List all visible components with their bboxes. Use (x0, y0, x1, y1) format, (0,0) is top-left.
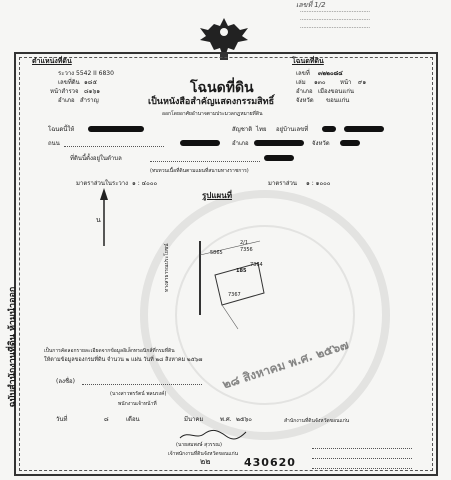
redacted-province (340, 140, 360, 146)
serial-note: เลขที่ 1/2 (296, 1, 326, 9)
office-label: สำนักงานที่ดินจังหวัดขอนแก่น (284, 418, 350, 424)
right-district-label: อำเภอ (296, 88, 313, 95)
bottom-right-line-3 (312, 468, 412, 469)
survey-page-value: ๘๑๖๑ (84, 88, 101, 95)
page-value: ๙๑ (358, 79, 367, 86)
document-subtitle-2: ออกโดยอาศัยอำนาจตามประมวลกฎหมายที่ดิน (162, 111, 263, 117)
map-label-b: 7356 (240, 247, 253, 253)
bottom-right-line-1 (312, 448, 412, 449)
document-subtitle: เป็นหนังสือสำคัญแสดงกรรมสิทธิ์ (148, 97, 275, 107)
redacted-district (254, 140, 304, 146)
redacted-land-location (264, 155, 294, 161)
address-label: อยู่บ้านเลขที่ (276, 126, 309, 133)
page-label: หน้า (340, 79, 352, 86)
map-sheet-label: ระวาง (58, 70, 75, 77)
right-box-title: โฉนดที่ดิน (292, 57, 324, 65)
left-box-title: ตำแหน่งที่ดิน (32, 57, 72, 65)
district-line-label: อำเภอ (232, 140, 249, 147)
scale-value-1: ๑ : ๔๐๐๐ (132, 180, 158, 187)
official-signature (178, 428, 248, 442)
book-value: ๑๓๐ (314, 79, 326, 86)
date-day: ๘ (104, 416, 109, 423)
map-title: รูปแผนที่ (202, 191, 232, 200)
redacted-address (344, 126, 384, 132)
area-note: (ทบทวนเนื้อที่ดินตามแผนที่สนามทางราชการ) (150, 168, 249, 174)
bottom-right-line-2 (312, 458, 412, 459)
map-label-c: 5865 (210, 250, 223, 256)
doc-number: 430620 (244, 456, 296, 469)
map-label-a: 2/1 (240, 240, 249, 246)
book-label: เล่ม (296, 79, 306, 86)
province-line-label: จังหวัด (312, 140, 330, 147)
map-label-f: 7367 (228, 292, 241, 298)
date-month: มีนาคม (184, 416, 204, 423)
date-month-label: เดือน (126, 416, 140, 423)
date-stamp: ๒๘ สิงหาคม พ.ศ. ๒๕๖๗ (220, 337, 351, 392)
scale-label-2: มาตราส่วน (268, 180, 297, 187)
official-title: เจ้าพนักงานที่ดินจังหวัดขอนแก่น (168, 451, 239, 457)
top-right-line-2: …………………………………… (300, 16, 370, 22)
date-prefix: วันที่ (56, 416, 68, 423)
left-district-label: อำเภอ (58, 97, 75, 104)
signer-name: (นางสาวพรรัตน์ พลนรงค์) (110, 391, 167, 397)
north-arrow-icon (92, 188, 116, 248)
doc-prefix: ๒๒ (200, 457, 211, 466)
redacted-owner-name (88, 126, 144, 132)
land-location-dots (150, 161, 260, 162)
signer-title: พนักงานเจ้าหน้าที่ (118, 401, 157, 407)
scale-label-1: มาตราส่วนในระวาง (76, 180, 129, 187)
land-location-label: ที่ดินนี้ตั้งอยู่ในตำบล (70, 155, 122, 162)
date-year-label: พ.ศ. (220, 416, 232, 423)
sign-label: (ลงชื่อ) (56, 378, 75, 385)
nationality-label: สัญชาติ (232, 126, 253, 133)
top-right-line-3: …………………………………… (300, 24, 370, 30)
svg-text:น: น (96, 216, 101, 224)
parcel-no-label: เลขที่ดิน (58, 79, 80, 86)
official-name: (นายสมพงษ์ สุวรรณ) (176, 442, 222, 448)
nationality-value: ไทย (256, 126, 267, 133)
side-caption-wrapper (2, 240, 18, 460)
cert-line-1: เป็นการคัดลอกรายละเอียดจากข้อมูลอิเล็กทรอนิกส์ที่กรมที่ดิน (44, 348, 175, 354)
left-district-value: สำราญ (80, 97, 99, 104)
redacted-house-no (322, 126, 336, 132)
map-label-parcel: 185 (236, 268, 247, 274)
date-year: ๒๕๖๐ (236, 416, 252, 423)
province-value: ขอนแก่น (326, 97, 350, 104)
road-dots (64, 146, 164, 147)
map-road-label: ทางสาธารณประโยชน์ (164, 243, 170, 292)
map-label-d: 7364 (250, 262, 263, 268)
map-sheet-value: 5542 II 6830 (76, 70, 114, 77)
deed-no-label: เลขที่ (296, 70, 310, 77)
road-label: ถนน (48, 140, 60, 147)
scale-value-2: ๑ : ๑๐๐๐ (306, 180, 331, 187)
top-right-line-1: …………………………………… (300, 8, 370, 14)
survey-page-label: หน้าสำรวจ (50, 88, 79, 95)
redacted-subdistrict (180, 140, 220, 146)
owner-prefix: โฉนดนี้ให้ (48, 126, 75, 133)
document-title: โฉนดที่ดิน (190, 80, 254, 96)
side-caption: ฉบับสำนักงานที่ดิน ห้ามนำออก (8, 286, 18, 408)
province-label: จังหวัด (296, 97, 314, 104)
sign-dots (82, 384, 202, 385)
right-district-value: เมืองขอนแก่น (318, 88, 354, 95)
cert-line-2: ให้ตามข้อมูลของกรมที่ดิน จำนวน ๒ แผ่น วันที่ ๒๘ สิงหาคม ๒๕๖๗ (44, 357, 203, 363)
parcel-no-value: ๑๘๕ (84, 79, 97, 86)
deed-no-value: ๓๒๒๐๘๔ (318, 70, 343, 77)
